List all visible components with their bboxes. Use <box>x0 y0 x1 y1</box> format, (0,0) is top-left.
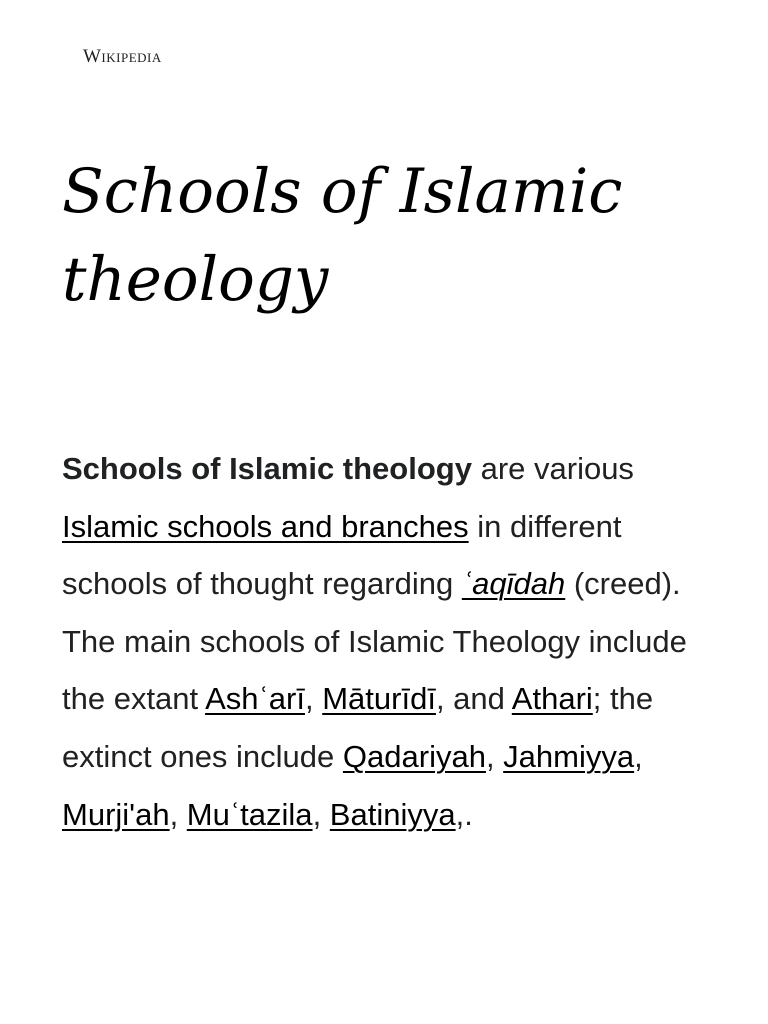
link-jahmiyya[interactable]: Jahmiyya <box>503 738 635 774</box>
link-maturidi[interactable]: Māturīdī <box>322 681 436 717</box>
lead-text: , and <box>435 681 512 717</box>
link-athari[interactable]: Athari <box>511 681 593 717</box>
lead-text: ; the extinct ones include <box>62 681 654 774</box>
bold-term: Schools of Islamic theology <box>62 451 472 486</box>
article-lead-paragraph <box>62 440 712 843</box>
link-ashari[interactable]: Ashʿarī <box>205 681 305 717</box>
link-qadariyah[interactable]: Qadariyah <box>342 738 486 774</box>
lead-text: in different schools of thought regarding <box>62 508 622 602</box>
link-aqidah[interactable]: ʿaqīdah <box>461 566 566 602</box>
page-title: Schools of Islamic theology <box>62 156 623 315</box>
lead-text: , <box>634 738 643 774</box>
wikipedia-wordmark-logo[interactable]: Wikipedia <box>83 46 162 67</box>
link-islamic-schools-and-branches[interactable]: Islamic schools and branches <box>62 508 469 544</box>
lead-text: , <box>485 738 504 774</box>
lead-text: , <box>304 681 323 717</box>
lead-text: are various <box>471 451 634 486</box>
link-batiniyya[interactable]: Batiniyya <box>329 796 456 832</box>
site-header <box>83 42 162 72</box>
link-mutazila[interactable]: Muʿtazila <box>186 796 313 832</box>
lead-text: (creed). The main schools of Islamic Theology include the extant <box>62 566 687 717</box>
link-murjiah[interactable]: Murji'ah <box>62 796 170 832</box>
lead-text: , <box>169 796 187 832</box>
lead-text: , <box>312 796 330 832</box>
lead-text: ,. <box>455 796 473 832</box>
